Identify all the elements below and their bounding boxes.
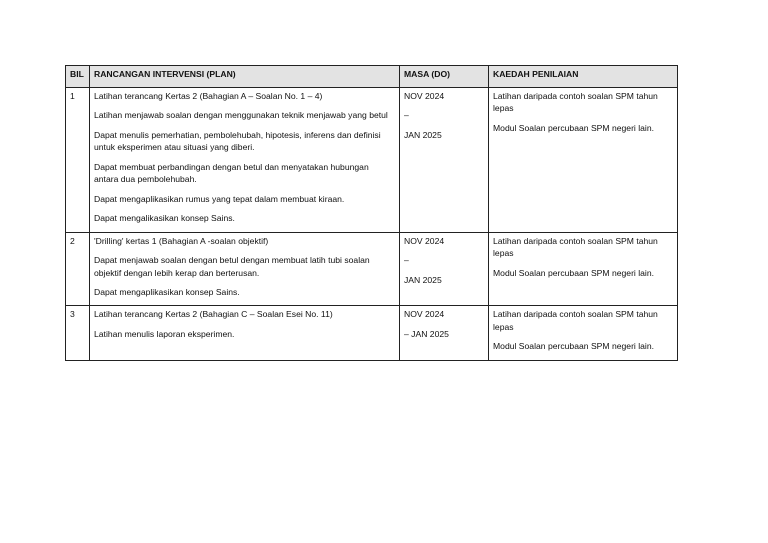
plan-item: 'Drilling' kertas 1 (Bahagian A -soalan objektif) xyxy=(94,235,269,246)
kaedah-item: Modul Soalan percubaan SPM negeri lain. xyxy=(493,267,654,278)
masa-cell xyxy=(400,306,489,360)
plan-item: Latihan menulis laporan eksperimen. xyxy=(94,328,235,339)
kaedah-cell xyxy=(489,306,678,360)
intervention-plan-table xyxy=(65,65,678,361)
masa-start: NOV 2024 xyxy=(404,235,445,246)
plan-item: Dapat menulis pemerhatian, pembolehubah, hipotesis, inferens dan definisi untuk eksperimen atau situasi yang diberi. xyxy=(94,129,381,153)
masa-start: NOV 2024 xyxy=(404,91,445,101)
row-number: 2 xyxy=(66,232,90,306)
plan-item: Dapat membuat perbandingan dengan betul dan menyatakan hubungan antara dua pembolehubah. xyxy=(94,161,369,185)
plan-cell xyxy=(90,88,400,233)
table-row xyxy=(66,88,678,233)
masa-end: – JAN 2025 xyxy=(404,328,449,339)
header-bil: BIL xyxy=(66,66,90,88)
masa-end: JAN 2025 xyxy=(404,274,442,285)
plan-cell xyxy=(90,306,400,360)
masa-end: JAN 2025 xyxy=(404,129,442,140)
plan-item: Latihan terancang Kertas 2 (Bahagian C – Soalan Esei No. 11) xyxy=(94,309,333,320)
masa-start: NOV 2024 xyxy=(404,309,445,320)
plan-item: Dapat mengalikasikan konsep Sains. xyxy=(94,213,235,224)
plan-cell xyxy=(90,232,400,306)
kaedah-item: Latihan daripada contoh soalan SPM tahun lepas xyxy=(493,235,658,259)
kaedah-cell xyxy=(489,232,678,306)
plan-item: Latihan terancang Kertas 2 (Bahagian A – Soalan No. 1 – 4) xyxy=(94,91,323,101)
masa-cell xyxy=(400,88,489,233)
plan-item: Latihan menjawab soalan dengan menggunakan teknik menjawab yang betul xyxy=(94,110,388,121)
row-number: 3 xyxy=(66,306,90,360)
masa-dash: – xyxy=(404,110,409,121)
header-masa: MASA (DO) xyxy=(400,66,489,88)
table-row xyxy=(66,232,678,306)
table-header-row xyxy=(66,66,678,88)
plan-item: Dapat mengaplikasikan konsep Sains. xyxy=(94,286,240,297)
header-plan: RANCANGAN INTERVENSI (PLAN) xyxy=(90,66,400,88)
kaedah-item: Latihan daripada contoh soalan SPM tahun lepas xyxy=(493,91,658,114)
kaedah-cell xyxy=(489,88,678,233)
row-number: 1 xyxy=(66,88,90,233)
header-kaedah: KAEDAH PENILAIAN xyxy=(489,66,678,88)
kaedah-item: Modul Soalan percubaan SPM negeri lain. xyxy=(493,122,654,133)
plan-item: Dapat menjawab soalan dengan betul dengan membuat latih tubi soalan objektif dengan lebih kerap dan berterusan. xyxy=(94,255,370,278)
plan-item: Dapat mengaplikasikan rumus yang tepat dalam membuat kiraan. xyxy=(94,193,345,204)
masa-dash: – xyxy=(404,255,409,266)
kaedah-item: Modul Soalan percubaan SPM negeri lain. xyxy=(493,341,654,352)
table-row xyxy=(66,306,678,360)
kaedah-item: Latihan daripada contoh soalan SPM tahun lepas xyxy=(493,309,658,332)
masa-cell xyxy=(400,232,489,306)
